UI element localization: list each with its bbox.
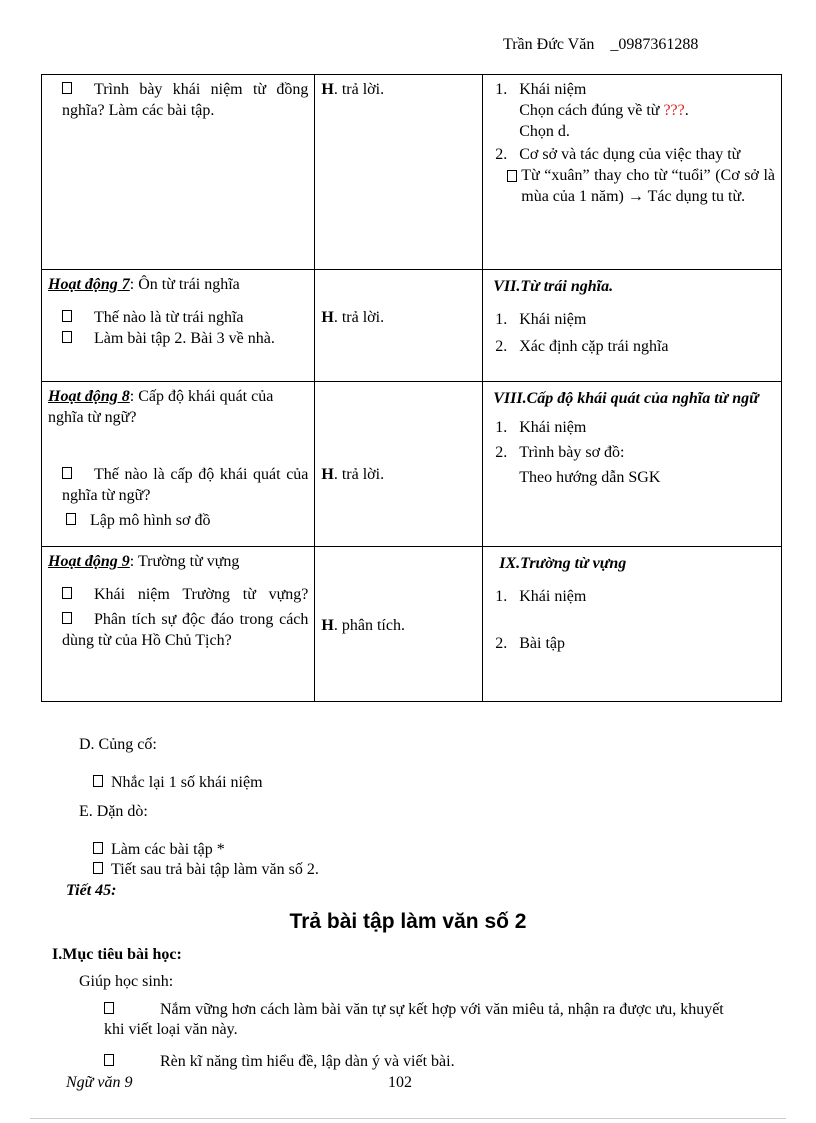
- sub-line: Chọn d.: [519, 123, 570, 140]
- section-title: [489, 388, 775, 409]
- item-text: Khái niệm: [519, 81, 587, 98]
- objectives-heading: I.Mục tiêu bài học:: [52, 946, 182, 963]
- bullet-text: Làm bài tập 2. Bài 3 về nhà.: [94, 330, 275, 347]
- role-label: H: [321, 617, 334, 634]
- table-row: [42, 75, 782, 270]
- bullet-text: Khái niệm Trường từ vựng?: [94, 586, 309, 603]
- bullet-item: [48, 79, 308, 121]
- activity-title: Hoạt động 9: [48, 553, 130, 570]
- bullet-item: [489, 165, 775, 207]
- table-cell: [315, 547, 483, 702]
- bullet-text: Lập mô hình sơ đồ: [90, 512, 211, 529]
- item-text: Xác định cặp trái nghĩa: [519, 338, 669, 355]
- goal-item: [104, 1000, 748, 1040]
- role-text: . trả lời.: [333, 81, 385, 98]
- item-number: 2.: [495, 444, 508, 461]
- activity-text: : Trường từ vựng: [129, 553, 240, 570]
- item-number: 2.: [495, 635, 508, 652]
- section-title-text: VIII.Cấp độ khái quát của nghĩa từ ngữ: [493, 390, 759, 407]
- numbered-item: [489, 442, 775, 463]
- checkbox-bullet-icon: [62, 82, 72, 94]
- table-cell: [315, 382, 483, 547]
- item-text: Cơ sở và tác dụng của việc thay từ: [519, 146, 741, 163]
- goal-item: [104, 1052, 455, 1072]
- checkbox-bullet-icon: [93, 842, 103, 854]
- role-label: H: [321, 466, 334, 483]
- checkbox-bullet-icon: [62, 331, 72, 343]
- bullet-item: [48, 609, 308, 651]
- activity-text: : Ôn từ trái nghĩa: [129, 276, 240, 293]
- checkbox-bullet-icon: [62, 612, 72, 624]
- bullet-item: [48, 307, 308, 328]
- section-heading-e: E. Dặn dò:: [79, 803, 148, 820]
- numbered-item: [489, 586, 775, 607]
- bullet-text: Thế nào là cấp độ khái quát của nghĩa từ ngữ?: [62, 466, 309, 504]
- checkbox-bullet-icon: [66, 513, 76, 525]
- author-phone: _0987361288: [610, 36, 699, 53]
- activity-title: Hoạt động 7: [48, 276, 130, 293]
- goal-text: Rèn kĩ năng tìm hiểu đề, lập dàn ý và viết bài.: [160, 1053, 455, 1070]
- table-cell: [315, 75, 483, 270]
- goal-text: Nắm vững hơn cách làm bài văn tự sự kết hợp với văn miêu tả, nhận ra được ưu, khuyết khi viết loại văn này.: [104, 1001, 724, 1038]
- checkbox-bullet-icon: [62, 310, 72, 322]
- item-text: Khái niệm: [519, 588, 587, 605]
- checkbox-bullet-icon: [104, 1002, 114, 1014]
- numbered-item: [489, 336, 775, 357]
- bullet-text: Thế nào là từ trái nghĩa: [94, 309, 244, 326]
- table-cell: [483, 270, 782, 382]
- numbered-item: [489, 144, 775, 165]
- bullet-item: [48, 464, 308, 506]
- section-title: VII.Từ trái nghĩa.: [493, 278, 614, 295]
- page-bottom-divider: [30, 1118, 786, 1119]
- item-number: 2.: [495, 146, 508, 163]
- bullet-item: [48, 328, 308, 349]
- role-text: . trả lời.: [333, 466, 385, 483]
- bullet-text: Từ “xuân” thay cho từ “tuổi” (Cơ sở là mùa của 1 năm) → Tác dụng tu từ.: [521, 167, 775, 205]
- bullet-item: [93, 860, 319, 880]
- table-row: [42, 270, 782, 382]
- bullet-item: [93, 773, 263, 793]
- table-row: [42, 382, 782, 547]
- sub-text: Chọn cách đúng về từ: [519, 102, 664, 119]
- table-cell: [483, 75, 782, 270]
- bullet-text: Tiết sau trả bài tập làm văn số 2.: [111, 861, 319, 878]
- table-cell: [42, 547, 315, 702]
- role-text: . trả lời.: [333, 309, 385, 326]
- question-marks: ???: [663, 102, 685, 119]
- table-cell: [483, 382, 782, 547]
- item-text: Khái niệm: [519, 419, 587, 436]
- checkbox-bullet-icon: [93, 862, 103, 874]
- role-label: H: [321, 309, 334, 326]
- activity-heading: [48, 386, 308, 428]
- section-title: IX.Trường từ vựng: [499, 555, 627, 572]
- bullet-item: [48, 510, 308, 531]
- bullet-text: Làm các bài tập *: [111, 841, 225, 858]
- bullet-item: [93, 840, 225, 860]
- item-number: 1.: [495, 311, 508, 328]
- numbered-item: [489, 633, 775, 654]
- table-cell: [315, 270, 483, 382]
- checkbox-bullet-icon: [62, 587, 72, 599]
- page-header: [503, 36, 698, 54]
- numbered-item: [489, 79, 775, 100]
- checkbox-bullet-icon: [62, 467, 72, 479]
- table-row: [42, 547, 782, 702]
- bullet-item: [48, 584, 308, 605]
- bullet-text: Trình bày khái niệm từ đồng nghĩa? Làm các bài tập.: [62, 81, 309, 119]
- bullet-text: Phân tích sự độc đáo trong cách dùng từ của Hồ Chủ Tịch?: [62, 611, 309, 649]
- sub-line: [489, 100, 775, 121]
- item-number: 1.: [495, 419, 508, 436]
- table-cell: [42, 75, 315, 270]
- numbered-item: [489, 309, 775, 330]
- role-text: . phân tích.: [333, 617, 405, 634]
- bullet-text: Nhắc lại 1 số khái niệm: [111, 774, 263, 791]
- activity-text: : Cấp độ khái quát của nghĩa từ ngữ?: [48, 388, 274, 426]
- checkbox-bullet-icon: [93, 775, 103, 787]
- item-number: 2.: [495, 338, 508, 355]
- sub-line: Theo hướng dẫn SGK: [519, 469, 661, 486]
- author-name: Trần Đức Văn: [503, 36, 595, 53]
- activity-heading: [48, 274, 308, 295]
- checkbox-bullet-icon: [104, 1054, 114, 1066]
- page-title: Trả bài tập làm văn số 2: [289, 910, 527, 933]
- item-text: Bài tập: [519, 635, 566, 652]
- numbered-item: [489, 417, 775, 438]
- lesson-number: Tiết 45:: [66, 882, 117, 899]
- role-label: H: [321, 81, 334, 98]
- intro-text: Giúp học sinh:: [79, 973, 174, 990]
- checkbox-bullet-icon: [507, 170, 517, 182]
- lesson-table: [41, 74, 782, 702]
- activity-title: Hoạt động 8: [48, 388, 130, 405]
- page-number: 102: [388, 1074, 412, 1091]
- activity-heading: [48, 551, 308, 572]
- sub-text: .: [684, 102, 689, 119]
- section-heading-d: D. Củng cố:: [79, 736, 157, 753]
- item-number: 1.: [495, 588, 508, 605]
- footer-subject: Ngữ văn 9: [66, 1074, 133, 1091]
- table-cell: [42, 382, 315, 547]
- table-cell: [42, 270, 315, 382]
- table-cell: [483, 547, 782, 702]
- item-text: Khái niệm: [519, 311, 587, 328]
- item-number: 1.: [495, 81, 508, 98]
- item-text: Trình bày sơ đồ:: [519, 444, 625, 461]
